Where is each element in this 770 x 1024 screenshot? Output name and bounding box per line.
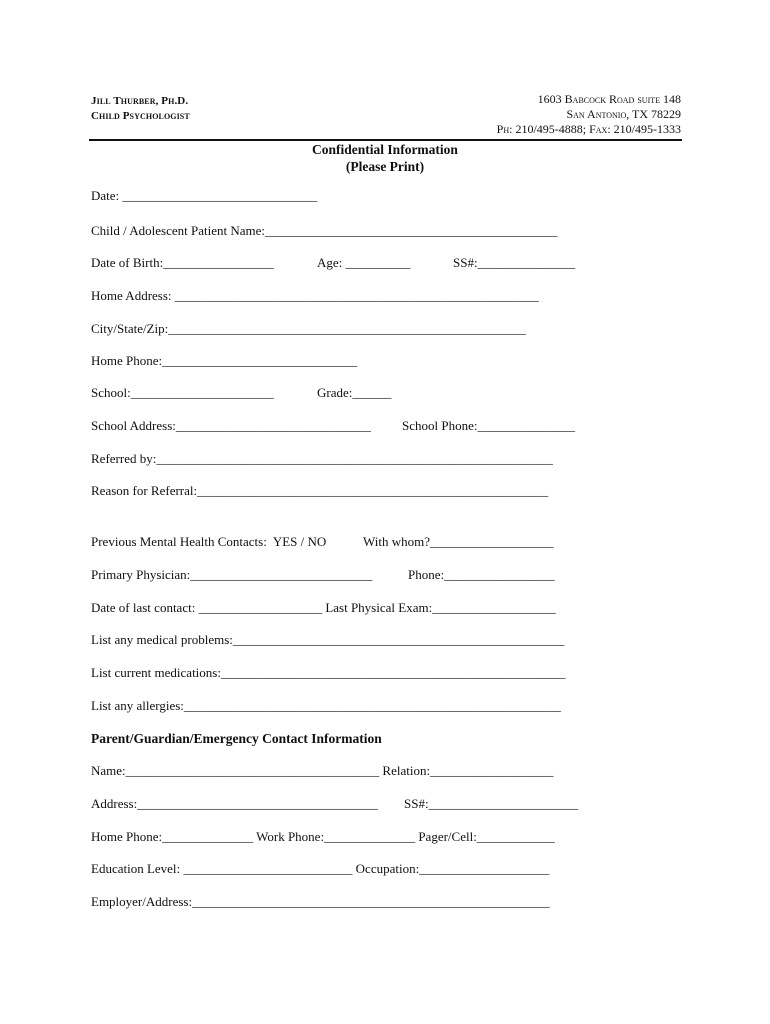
form-field[interactable]: SS#:_______________________ (404, 796, 579, 811)
form-field[interactable]: School:______________________ (91, 385, 274, 400)
form-field[interactable]: Home Address: ________________________________________________________ (91, 288, 539, 303)
form-field[interactable]: Child / Adolescent Patient Name:_____________________________________________ (91, 223, 558, 238)
phone-fax-line: Ph: 210/495-4888; Fax: 210/495-1333 (496, 122, 681, 136)
form-field[interactable]: List any allergies:__________________________________________________________ (91, 698, 561, 713)
form-subtitle: (Please Print) (345, 159, 425, 174)
form-field[interactable]: SS#:_______________ (453, 255, 576, 270)
form-title: Confidential Information (312, 142, 458, 157)
form-field[interactable]: Primary Physician:____________________________ (91, 567, 373, 582)
form-field[interactable]: School Phone:_______________ (402, 418, 575, 433)
form-field[interactable]: Education Level: __________________________ Occupation:____________________ (91, 861, 550, 876)
form-field[interactable]: Age: __________ (317, 255, 411, 270)
contact-block (497, 92, 681, 137)
form-field[interactable]: School Address:______________________________ (91, 418, 371, 433)
form-field[interactable]: List any medical problems:___________________________________________________ (91, 632, 565, 647)
address-line-2: San Antonio, TX 78229 (566, 107, 681, 121)
section-title-parent-guardian: Parent/Guardian/Emergency Contact Information (91, 731, 382, 746)
form-field[interactable]: Previous Mental Health Contacts: YES / NO (91, 534, 327, 549)
form-field[interactable]: Home Phone:______________ Work Phone:______________ Pager/Cell:____________ (91, 829, 555, 844)
form-field[interactable]: With whom?___________________ (363, 534, 554, 549)
form-field[interactable]: Home Phone:______________________________ (91, 353, 358, 368)
form-title-block (0, 141, 770, 175)
form-field[interactable]: Referred by:_____________________________________________________________ (91, 451, 553, 466)
practitioner-name: Jill Thurber, Ph.D. (91, 95, 189, 107)
form-field[interactable]: List current medications:_____________________________________________________ (91, 665, 566, 680)
form-field[interactable]: Employer/Address:_______________________________________________________ (91, 894, 550, 909)
form-field[interactable]: Name:_______________________________________ Relation:___________________ (91, 763, 554, 778)
form-field[interactable]: Phone:_________________ (408, 567, 555, 582)
form-field[interactable]: Address:_____________________________________ (91, 796, 378, 811)
practitioner-block (91, 94, 190, 124)
form-field[interactable]: Grade:______ (317, 385, 392, 400)
form-field[interactable]: Date of last contact: ___________________ Last Physical Exam:___________________ (91, 600, 556, 615)
practitioner-title: Child Psychologist (91, 110, 190, 122)
form-field[interactable]: Date of Birth:_________________ (91, 255, 274, 270)
address-line-1: 1603 Babcock Road suite 148 (537, 92, 681, 106)
form-field[interactable]: Reason for Referral:______________________________________________________ (91, 483, 549, 498)
form-field[interactable]: City/State/Zip:_______________________________________________________ (91, 321, 526, 336)
form-field[interactable]: Date: ______________________________ (91, 188, 318, 203)
